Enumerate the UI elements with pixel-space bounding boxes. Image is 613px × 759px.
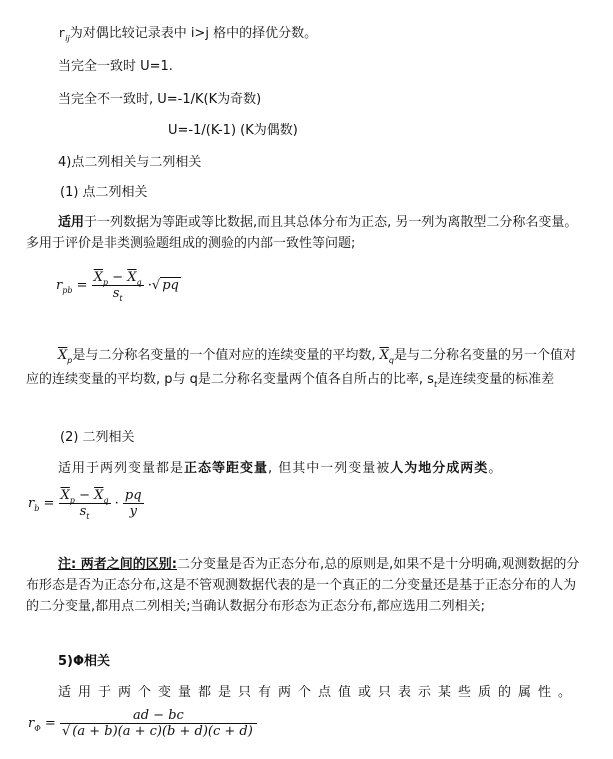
p3-bold1: 正态等距变量 [184,461,269,476]
f2-s: s [79,504,87,519]
p1-text: 于一列数据为等距或等比数据,而且其总体分布为正态, 另一列为离散型二分称名变量。多用于评价是非类测验题组成的测验的内部一致性等问题; [26,215,578,251]
f1-minus: − [112,270,124,285]
f3-fraction [60,708,257,739]
paragraph-note [26,554,588,617]
f3-numerator: ad − bc [60,708,257,724]
f2-xq-sub: q [103,496,109,505]
f1-lhs-sub: pb [62,286,73,295]
p2-text2: 是与二分称名变量的另一个值对应的连续变量的平均数, p与 q是二分称名变量两个值各自所占的比率, s [26,348,576,387]
f1-fraction [92,270,144,301]
f2-numerator2: pq [124,488,142,503]
f1-numerator [92,270,144,286]
f1-lhs: r [56,278,63,293]
f2-fraction2 [123,488,144,519]
p4-text: 二分变量是否为正态分布,总的原则是,如果不是十分明确,观测数据的分布形态是否为正态分布,这是不管观测数据代表的是一个真正的二分变量还是基于正态分布的人为的二分变量,都用点二列相关;当确认数据分布形态为正态分布,都应选用二列相关; [26,557,580,614]
f2-lhs-sub: b [34,504,40,513]
p2-text1: 是与二分称名变量的一个值对应的连续变量的平均数, [72,348,380,363]
f2-numerator [59,488,111,504]
sqrt-icon: √ [151,278,161,293]
formula-point-biserial [56,270,181,301]
f3-lhs-sub: Φ [34,724,41,733]
sub-ij: ij [65,34,70,43]
f1-xp: $\overline{X}$ [93,270,103,285]
f1-s-sub: t [119,294,123,303]
var-r: r [58,26,66,40]
paragraph-definitions [26,344,586,392]
f2-s-sub: t [86,512,90,521]
f2-denominator2: y [129,504,137,519]
f1-s: s [112,286,120,301]
line-inconsistent-even: U=-1/(K-1) (K为偶数) [168,123,298,138]
f2-denominator [59,504,111,519]
p2-xq-sub: q [388,356,394,365]
f3-denominator [60,724,257,739]
sqrt-icon: √ [61,724,71,739]
line-inconsistent-odd: 当完全不一致时, U=-1/K(K为奇数) [58,92,262,107]
f2-xp-sub: p [69,496,75,505]
formula-phi [28,708,257,739]
p4-bold: 注: 两者之间的区别: [58,557,177,572]
f2-xp: $\overline{X}$ [60,488,70,503]
f1-denominator [92,286,144,301]
line-consistent: 当完全一致时 U=1. [58,59,173,74]
section-heading-4: 4)点二列相关与二列相关 [58,155,202,170]
line-phi-usage: 适用于两个变量都是只有两个点值或只表示某些质的属性。 [58,685,579,700]
p3-bold2: 人为地分成两类 [390,461,489,476]
subsection-biserial: (2) 二列相关 [60,430,135,445]
line-r-ij-definition [58,27,317,42]
f2-dot: · [114,496,119,511]
f2-fraction [59,488,111,519]
p3-text2: , 但其中一列变量被 [268,461,391,476]
f1-eq: = [76,278,88,293]
f2-minus: − [79,488,90,503]
p2-st-sub: t [433,380,438,389]
formula-biserial [28,488,144,519]
f3-sqrt-content: (a + b)(a + c)(b + d)(c + d) [72,724,253,739]
f1-sqrt-content: pq [162,278,179,293]
f1-xq-sub: q [136,278,142,287]
f1-xp-sub: p [102,278,109,287]
section-heading-5: 5)Φ相关 [58,654,111,669]
p2-xq: $\overline{X}$ [379,348,389,363]
line1-text: 为对偶比较记录表中 i>j 格中的择优分数。 [69,26,318,41]
f2-eq: = [43,496,55,511]
f1-dot: · [147,278,152,293]
p1-bold: 适用 [58,215,85,230]
p2-text3: 是连续变量的标准差 [437,372,555,387]
p2-xp-sub: p [67,356,73,365]
f1-xq: $\overline{X}$ [127,270,137,285]
p3-text1: 适用于两列变量都是 [58,461,185,476]
subsection-point-biserial: (1) 点二列相关 [60,185,148,200]
line-biserial-usage [58,462,502,477]
f3-eq: = [44,716,56,731]
paragraph-point-biserial [26,212,586,254]
f2-xq: $\overline{X}$ [94,488,104,503]
p2-xp: $\overline{X}$ [58,348,68,363]
f2-lhs: r [28,496,35,511]
p3-text3: 。 [488,461,503,476]
f3-lhs: r [28,716,35,731]
